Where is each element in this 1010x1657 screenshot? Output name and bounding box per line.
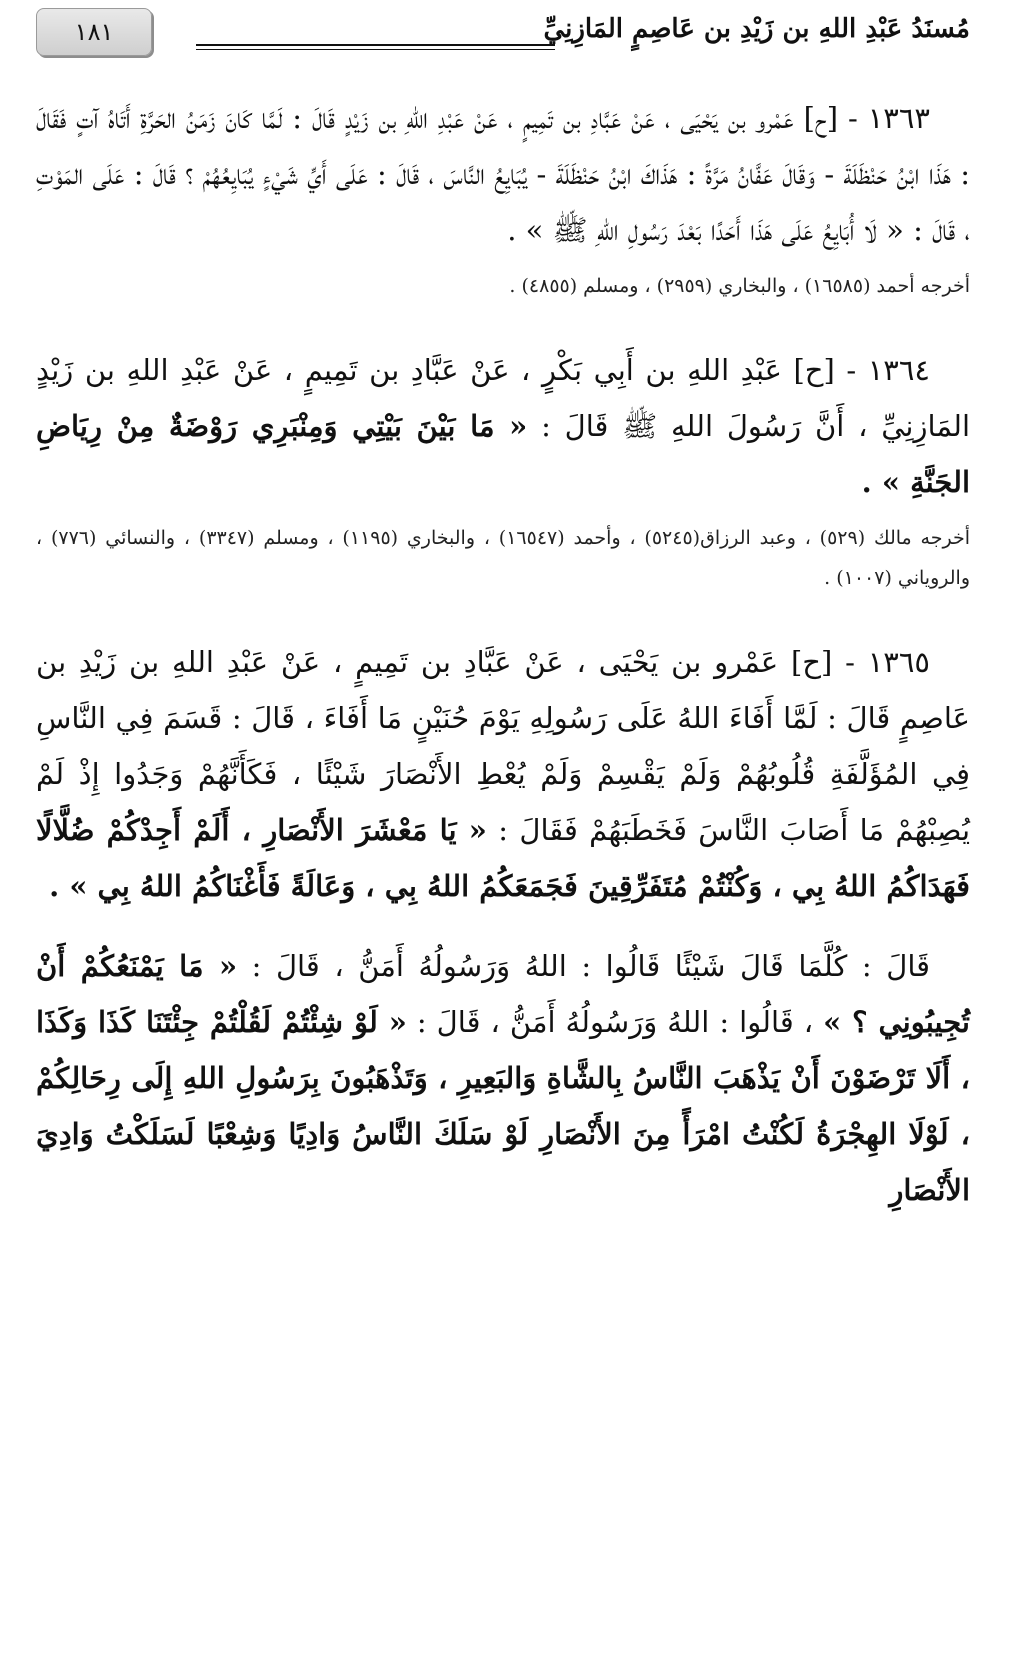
prophetic-quote: « لَا أُبَايِعُ عَلَى هَذَا أَحَدًا بَعْدَ رَسُولِ اللهِ ﷺ » . bbox=[507, 213, 904, 247]
page-number: ١٨١ bbox=[36, 8, 152, 56]
hadith-text bbox=[36, 342, 970, 510]
narration-text: ، قَالُوا : اللهُ وَرَسُولُهُ أَمَنُّ ، قَالَ : bbox=[416, 1005, 814, 1039]
running-title: مُسنَدُ عَبْدِ اللهِ بن زَيْدِ بن عَاصِمٍ المَازِنِيِّ bbox=[543, 14, 970, 44]
hadith-chain-text: ١٣٦٤ - [ح] عَبْدِ اللهِ بن أَبِي بَكْرٍ ، عَنْ عَبَّادِ بن تَمِيمٍ ، عَنْ عَبْدِ اللهِ بن زَيْدٍ المَازِنِيِّ ، أَنَّ رَسُولَ اللهِ ﷺ قَالَ : bbox=[36, 353, 970, 443]
hadith-chain-text: ١٣٦٣ - [ح] عَمْرو بن يَحْيَى ، عَنْ عَبَّادِ بن تَمِيمٍ ، عَنْ عَبْدِ اللهِ بن زَيْدٍ قَالَ : لَمَّا كَانَ زَمَنُ الحَرَّةِ أَتَاهُ آتٍ فَقَالَ : هَذَا ابْنُ حَنْظَلَةَ - وَقَالَ عَفَّانُ مَرَّةً : هَذَاكَ ابْنُ حَنْظَلَةَ - يُبَايِعُ النَّاسَ ، قَالَ : عَلَى أَيِّ شَيْءٍ يُبَايِعُهُمْ ؟ قَالَ : عَلَى المَوْتِ ، قَالَ : bbox=[36, 101, 970, 247]
section-gap bbox=[36, 306, 970, 342]
paragraph-gap bbox=[36, 914, 970, 938]
hadith-takhrij: أخرجه مالك (٥٢٩) ، وعبد الرزاق(٥٢٤٥) ، وأحمد (١٦٥٤٧) ، والبخاري (١١٩٥) ، ومسلم (٣٣٤٧) ، والنسائي (٧٧٦) ، والروياني (١٠٠٧) . bbox=[36, 527, 971, 589]
page-header bbox=[36, 8, 970, 64]
narration-text: قَالَ : كُلَّمَا قَالَ شَيْئًا قَالُوا : اللهُ وَرَسُولُهُ أَمَنُّ ، قَالَ : bbox=[251, 949, 931, 983]
hadith-text bbox=[36, 634, 970, 914]
hadith-takhrij: أخرجه أحمد (١٦٥٨٥) ، والبخاري (٢٩٥٩) ، ومسلم (٤٨٥٥) . bbox=[509, 275, 970, 297]
hadith-1365 bbox=[36, 634, 970, 1218]
section-gap bbox=[36, 598, 970, 634]
prophetic-quote: « يَا مَعْشَرَ الأَنْصَارِ ، أَلَمْ أَجِدْكُمْ ضُلَّالًا فَهَدَاكُمُ اللهُ بِي ، وَكُنْتُمْ مُتَفَرِّقِينَ فَجَمَعَكُمُ اللهُ بِي ، وَعَالَةً فَأَغْنَاكُمُ اللهُ بِي » . bbox=[36, 813, 970, 903]
prophetic-quote: « مَا يَمْنَعُكُمْ أَنْ تُجِيبُونِي ؟ » bbox=[36, 949, 970, 1039]
prophetic-quote: « مَا بَيْنَ بَيْتِي وَمِنْبَرِي رَوْضَةٌ مِنْ رِيَاضِ الجَنَّةِ » . bbox=[36, 409, 970, 499]
hadith-1364 bbox=[36, 342, 970, 598]
header-rule bbox=[196, 44, 555, 50]
hadith-text bbox=[36, 90, 970, 258]
hadith-continuation bbox=[36, 938, 970, 1218]
hadith-1363 bbox=[36, 90, 970, 306]
prophetic-quote: « لَوْ شِئْتُمْ لَقُلْتُمْ جِئْتَنَا كَذَا وَكَذَا ، أَلَا تَرْضَوْنَ أَنْ يَذْهَبَ النَّاسُ بِالشَّاةِ وَالبَعِيرِ ، وَتَذْهَبُونَ بِرَسُولِ اللهِ إِلَى رِحَالِكُمْ ، لَوْلَا الهِجْرَةُ لَكُنْتُ امْرَأً مِنَ الأَنْصَارِ لَوْ سَلَكَ النَّاسُ وَادِيًا وَشِعْبًا لَسَلَكْتُ وَادِيَ الأَنْصَارِ bbox=[36, 1005, 970, 1207]
hadith-chain-text: ١٣٦٥ - [ح] عَمْرو بن يَحْيَى ، عَنْ عَبَّادِ بن تَمِيمٍ ، عَنْ عَبْدِ اللهِ بن زَيْدِ بن عَاصِمٍ قَالَ : لَمَّا أَفَاءَ اللهُ عَلَى رَسُولِهِ يَوْمَ حُنَيْنٍ مَا أَفَاءَ ، قَالَ : قَسَمَ فِي النَّاسِ فِي المُؤَلَّفَةِ قُلُوبُهُمْ وَلَمْ يَقْسِمْ وَلَمْ يُعْطِ الأَنْصَارَ شَيْئًا ، فَكَأَنَّهُمْ وَجَدُوا إِذْ لَمْ يُصِبْهُمْ مَا أَصَابَ النَّاسَ فَخَطَبَهُمْ فَقَالَ : bbox=[36, 645, 971, 847]
page-content bbox=[36, 90, 970, 1218]
